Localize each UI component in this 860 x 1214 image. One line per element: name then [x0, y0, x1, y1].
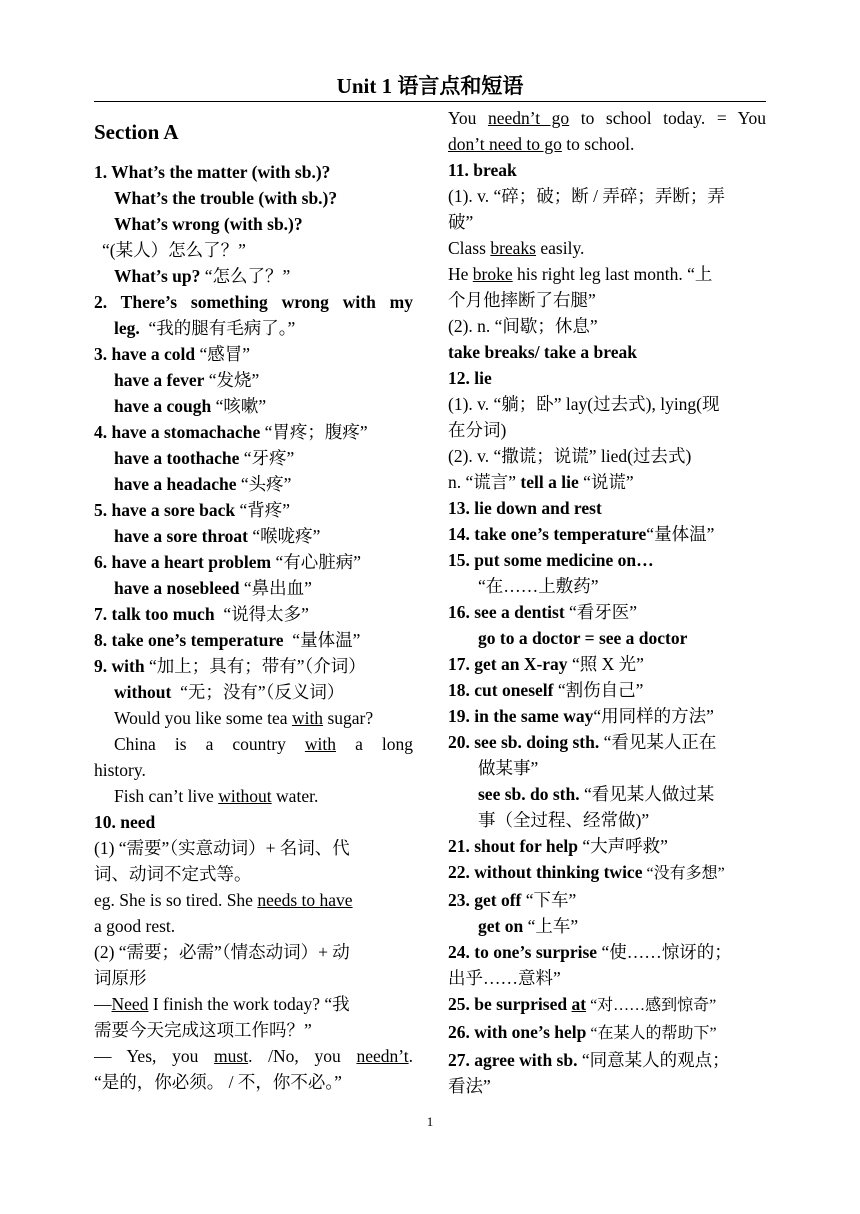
text-line: go to a doctor = see a doctor: [478, 628, 688, 648]
right-column: [448, 105, 766, 1099]
text-line: 13. lie down and rest: [448, 498, 602, 518]
text-line: 10. need: [94, 812, 156, 832]
text-line: —Need I finish the work today? “我: [94, 994, 350, 1014]
section-heading: Section A: [94, 120, 179, 144]
text-line: 21. shout for help “大声呼救”: [448, 836, 668, 856]
text-line: without “无；没有”（反义词）: [114, 682, 345, 702]
text-line: 需要今天完成这项工作吗？”: [94, 1020, 312, 1040]
text-line: “在……上敷药”: [478, 576, 599, 596]
text-line: history.: [94, 760, 146, 780]
text-line: 9. with “加上；具有；带有”（介词）: [94, 656, 366, 676]
text-line: Would you like some tea with sugar?: [114, 708, 374, 728]
text-line: see sb. do sth. “看见某人做过某: [478, 784, 715, 804]
text-line: Class breaks easily.: [448, 238, 585, 258]
text-line: (2) “需要；必需”（情态动词）+ 动: [94, 942, 350, 962]
text-line: 26. with one’s help “在某人的帮助下”: [448, 1022, 717, 1042]
text-line: n. “谎言” tell a lie “说谎”: [448, 472, 634, 492]
text-line: What’s up? “怎么了？”: [114, 266, 291, 286]
title-divider: [94, 101, 766, 102]
text-line: have a nosebleed “鼻出血”: [114, 578, 312, 598]
page-number: 1: [426, 1114, 434, 1129]
text-line: (2). v. “撒谎；说谎” lied(过去式): [448, 446, 692, 466]
page-title: Unit 1 语言点和短语: [336, 74, 524, 98]
text-line: have a fever “发烧”: [114, 370, 260, 390]
text-line: take breaks/ take a break: [448, 342, 637, 362]
text-line: He broke his right leg last month. “上: [448, 264, 713, 284]
text-line: eg. She is so tired. She needs to have: [94, 890, 353, 910]
text-line: You needn’t go to school today. = You: [448, 108, 766, 128]
text-line: 19. in the same way“用同样的方法”: [448, 706, 714, 726]
text-line: China is a country with a long: [114, 734, 413, 754]
text-line: 27. agree with sb. “同意某人的观点；: [448, 1050, 730, 1070]
text-line: a good rest.: [94, 916, 176, 936]
text-line: 24. to one’s surprise “使……惊讶的；: [448, 942, 732, 962]
text-line: What’s the trouble (with sb.)?: [114, 188, 338, 208]
text-line: (2). n. “间歇；休息”: [448, 316, 598, 336]
text-line: 出乎……意料”: [448, 968, 561, 988]
left-column: [94, 105, 413, 1095]
text-line: 18. cut oneself “割伤自己”: [448, 680, 644, 700]
text-line: 词原形: [94, 968, 147, 988]
text-line: 6. have a heart problem “有心脏病”: [94, 552, 362, 572]
text-line: (1) “需要”（实意动词）+ 名词、代: [94, 838, 350, 858]
text-line: “(某人）怎么了？”: [102, 240, 246, 260]
text-line: 在分词): [448, 420, 507, 440]
text-line: 4. have a stomachache “胃疼；腹疼”: [94, 422, 368, 442]
text-line: 11. break: [448, 160, 517, 180]
text-line: get on “上车”: [478, 916, 579, 936]
text-line: 17. get an X-ray “照 X 光”: [448, 654, 644, 674]
text-line: have a sore throat “喉咙疼”: [114, 526, 321, 546]
text-line: 2. There’s something wrong with my: [94, 292, 413, 312]
text-line: 5. have a sore back “背疼”: [94, 500, 291, 520]
text-line: 12. lie: [448, 368, 492, 388]
text-line: What’s wrong (with sb.)?: [114, 214, 303, 234]
text-line: have a toothache “牙疼”: [114, 448, 295, 468]
text-line: 做某事”: [478, 758, 539, 778]
text-line: have a cough “咳嗽”: [114, 396, 267, 416]
text-line: 23. get off “下车”: [448, 890, 577, 910]
text-line: (1). v. “躺；卧” lay(过去式), lying(现: [448, 394, 720, 414]
text-line: 22. without thinking twice “没有多想”: [448, 862, 725, 882]
text-line: 看法”: [448, 1076, 491, 1096]
text-line: 25. be surprised at “对……感到惊奇”: [448, 994, 717, 1014]
text-line: (1). v. “碎；破；断 / 弄碎；弄断；弄: [448, 186, 725, 206]
text-line: don’t need to go to school.: [448, 134, 635, 154]
text-line: have a headache “头疼”: [114, 474, 292, 494]
text-line: 15. put some medicine on…: [448, 550, 654, 570]
text-line: 14. take one’s temperature“量体温”: [448, 524, 715, 544]
text-line: — Yes, you must. /No, you needn’t.: [94, 1046, 413, 1066]
text-line: 7. talk too much “说得太多”: [94, 604, 309, 624]
text-line: 1. What’s the matter (with sb.)?: [94, 162, 331, 182]
text-line: 20. see sb. doing sth. “看见某人正在: [448, 732, 717, 752]
text-line: 破”: [448, 212, 474, 232]
text-line: 16. see a dentist “看牙医”: [448, 602, 638, 622]
text-line: “是的，你必须。 / 不，你不必。”: [94, 1072, 342, 1092]
text-line: 3. have a cold “感冒”: [94, 344, 251, 364]
text-line: leg. “我的腿有毛病了。”: [114, 318, 296, 338]
text-line: 个月他摔断了右腿”: [448, 290, 596, 310]
text-line: 8. take one’s temperature “量体温”: [94, 630, 361, 650]
text-line: 词、动词不定式等。: [94, 864, 252, 884]
text-line: Fish can’t live without water.: [114, 786, 319, 806]
text-line: 事（全过程、经常做)”: [478, 810, 650, 830]
